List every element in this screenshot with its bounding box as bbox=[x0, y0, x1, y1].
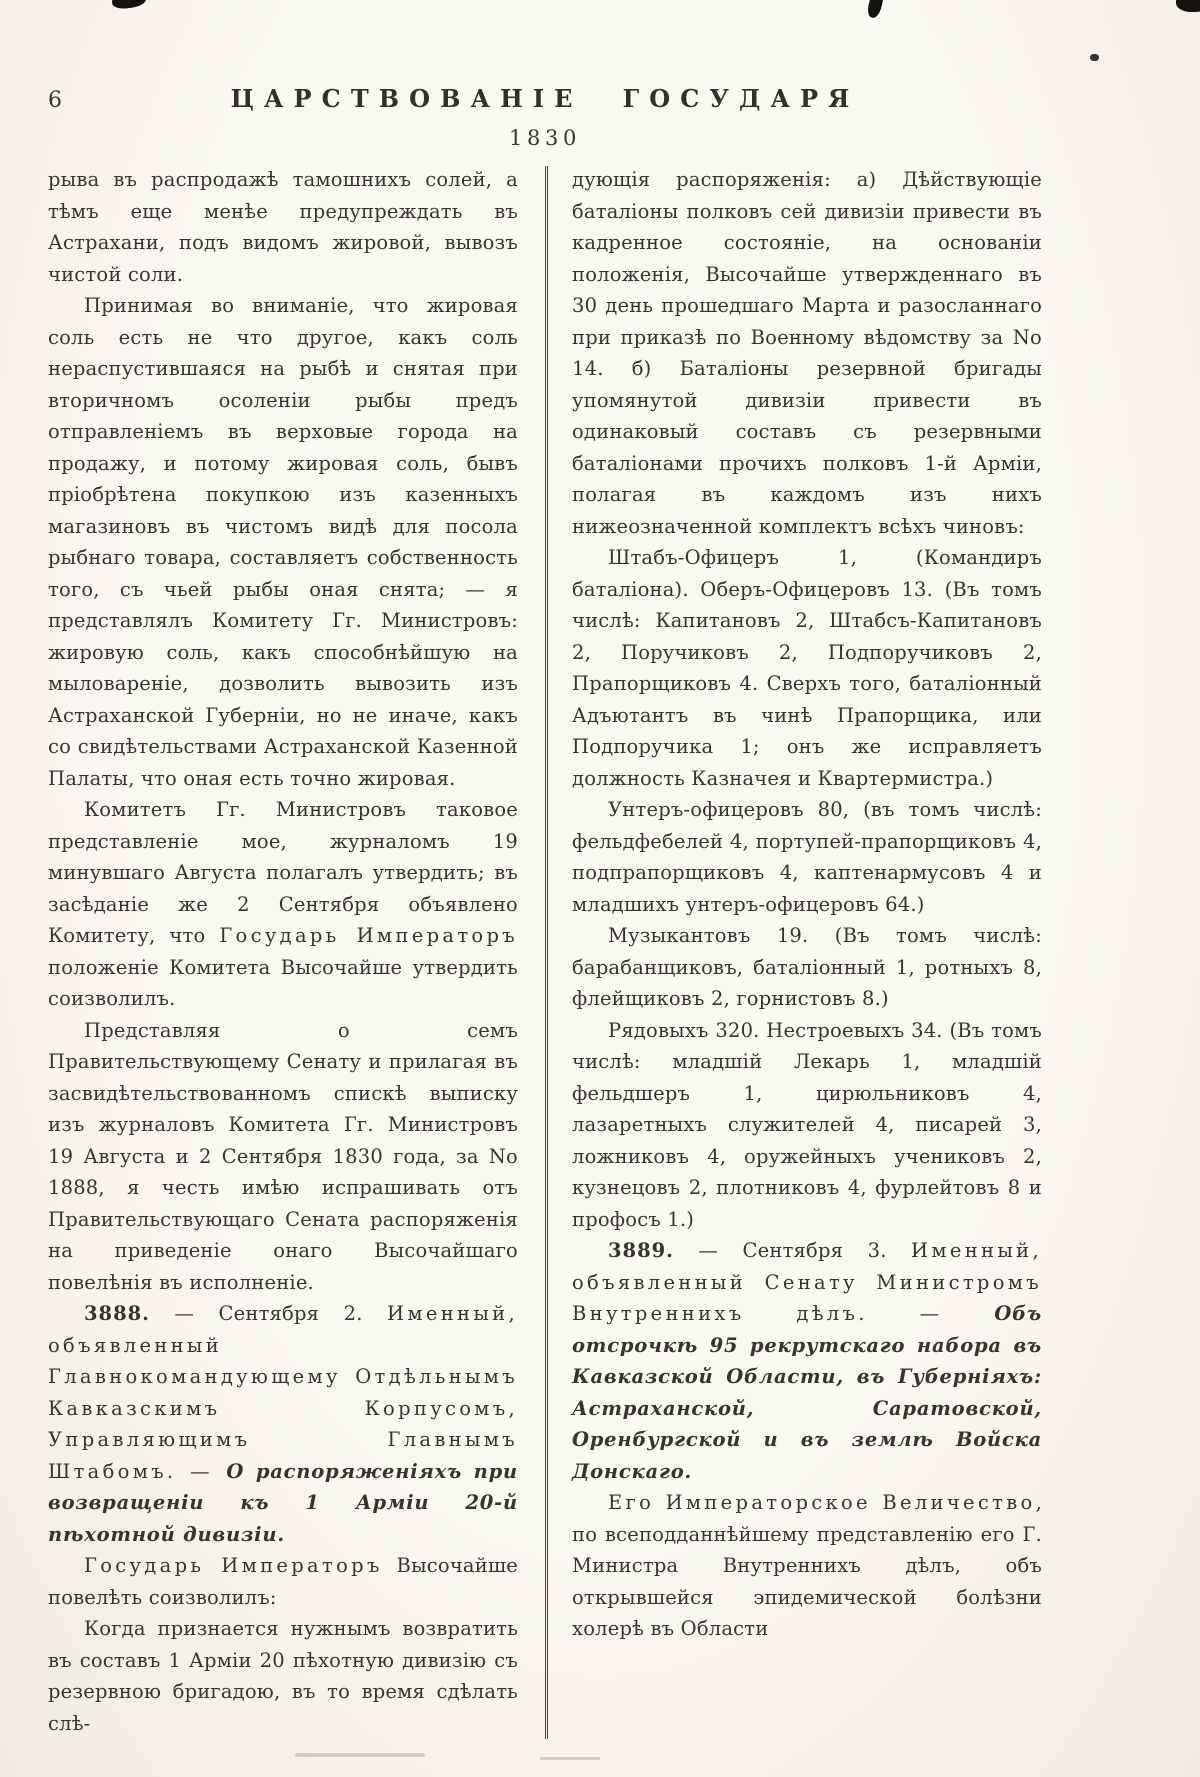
column-divider-rule bbox=[545, 166, 548, 1739]
scan-artifact bbox=[1176, 0, 1200, 12]
paragraph bbox=[572, 542, 1042, 794]
text-body bbox=[48, 164, 1042, 1739]
paragraph-text: Унтеръ-офицеровъ 80, (въ томъ числѣ: фельдфебелей 4, портупей-прапорщиковъ 4, подпрапорщиковъ 4, каптенармусовъ 4 и младшихъ унтеръ-офицеровъ 64.) bbox=[572, 798, 1042, 916]
left-column bbox=[48, 164, 518, 1739]
paragraph-text: Принимая во вниманіе, что жировая соль есть не что другое, какъ соль нераспустившаяся на рыбѣ и снятая при вторичномъ осоленіи рыбы предъ отправленіемъ въ верховые города на продажу, и потому жировая соль, бывъ пріобрѣтена покупкою изъ казенныхъ магазиновъ въ чистомъ видѣ для посола рыбнаго товара, составляетъ собственность того, съ чьей рыбы оная снята; — я представлялъ Комитету Гг. Министровъ: жировую соль, какъ способнѣйшую на мыловареніе, дозволить вывозить изъ Астраханской Губерніи, но не иначе, какъ со свидѣтельствами Астраханской Казенной Палаты, что оная есть точно жировая. bbox=[48, 294, 518, 790]
running-year: 1830 bbox=[509, 126, 581, 150]
decree-entry-3889 bbox=[572, 1235, 1042, 1487]
decree-entry-3888 bbox=[48, 1298, 518, 1550]
paragraph-text: рыва въ распродажѣ тамошнихъ солей, а тѣмъ еще менѣе предупреждать въ Астрахани, подъ видомъ жировой, вывозъ чистой соли. bbox=[48, 168, 518, 286]
paragraph bbox=[48, 1550, 518, 1613]
scan-artifact bbox=[1090, 54, 1099, 61]
paragraph bbox=[48, 290, 518, 794]
paragraph bbox=[48, 164, 518, 290]
scan-artifact bbox=[866, 0, 885, 19]
right-column bbox=[572, 164, 1042, 1739]
paragraph-text: Штабъ-Офицеръ 1, (Командиръ баталіона). Оберъ-Офицеровъ 13. (Въ томъ числѣ: Капитановъ 2, Штабсъ-Капитановъ 2, Поручиковъ 2, Подпоручиковъ 2, Прапорщиковъ 4. Сверхъ того, баталіонный Адъютантъ въ чинѣ Прапорщика, или Подпоручика 1; онъ же исправляетъ должность Казначея и Квартермистра.) bbox=[572, 546, 1042, 790]
entry-number: 3888. bbox=[84, 1302, 150, 1325]
paragraph bbox=[572, 1487, 1042, 1645]
scan-smudge bbox=[540, 1757, 600, 1760]
paragraph-text: Высочайше повелѣть соизволилъ: bbox=[48, 1554, 519, 1609]
paragraph bbox=[572, 164, 1042, 542]
paragraph bbox=[48, 1613, 518, 1739]
sovereign-title-spaced: Государь Императоръ bbox=[84, 1554, 383, 1577]
paragraph-text: дующія распоряженія: а) Дѣйствующіе баталіоны полковъ сей дивизіи привести въ кадренное состояніе, на основаніи положенія, Высочайше утвержденнаго въ 30 день прошедшаго Марта и разосланнаго при приказѣ по Военному вѣдомству за No 14. б) Баталіоны резервной бригады упомянутой дивизіи привести въ одинаковый составъ съ резервными баталіонами прочихъ полковъ 1-й Арміи, полагая въ каждомъ изъ нихъ нижеозначенной комплектъ всѣхъ чиновъ: bbox=[572, 168, 1042, 538]
paragraph bbox=[572, 1015, 1042, 1236]
paragraph-text: Рядовыхъ 320. Нестроевыхъ 34. (Въ томъ числѣ: младшій Лекарь 1, младшій фельдшеръ 1, цирюльниковъ 4, лазаретныхъ служителей 4, писарей 3, ложниковъ 4, оружейныхъ учениковъ 2, кузнецовъ 2, плотниковъ 4, фурлейтовъ 8 и профосъ 1.) bbox=[572, 1018, 1042, 1231]
entry-date: — Сентября 2. bbox=[149, 1302, 388, 1325]
entry-type-spaced: Именный, объявленный Сенату Министромъ Внутреннихъ дѣлъ. — bbox=[572, 1239, 1042, 1325]
running-title: ЦАРСТВОВАНІЕ ГОСУДАРЯ bbox=[230, 84, 860, 113]
sovereign-title-spaced: Государь Императоръ bbox=[219, 924, 518, 947]
page-number: 6 bbox=[48, 88, 62, 113]
paragraph-text: , по всеподданнѣйшему представленію его Г. Министра Внутреннихъ дѣлъ, объ открывшейся эпидемической болѣзни холерѣ въ Области bbox=[572, 1491, 1042, 1640]
paragraph-text: Когда признается нужнымъ возвратить въ составъ 1 Арміи 20 пѣхотную дивизію съ резервною бригадою, въ то время сдѣлать слѣ- bbox=[48, 1617, 518, 1735]
paragraph-text: Представляя о семъ Правительствующему Сенату и прилагая въ засвидѣтельствованномъ спискѣ выписку изъ журналовъ Комитета Гг. Министровъ 19 Августа и 2 Сентября 1830 года, за No 1888, я честь имѣю испрашивать отъ Правительствующаго Сената распоряженія на приведеніе онаго Высочайшаго повелѣнія въ исполненіе. bbox=[48, 1018, 518, 1294]
paragraph bbox=[572, 920, 1042, 1015]
paragraph-text: Музыкантовъ 19. (Въ томъ числѣ: барабанщиковъ, баталіонный 1, ротныхъ 8, флейщиковъ 2, горнистовъ 8.) bbox=[572, 924, 1042, 1010]
sovereign-title-spaced: Его Императорское Величество bbox=[608, 1491, 1036, 1514]
scan-smudge bbox=[295, 1753, 425, 1757]
entry-date: — Сентября 3. bbox=[673, 1239, 912, 1262]
paragraph-text: положеніе Комитета Высочайше утвердить соизволилъ. bbox=[48, 955, 518, 1010]
paragraph bbox=[48, 794, 518, 1015]
entry-subject-italic: Объ отсрочкѣ 95 рекрутскаго набора въ Кавказской Области, въ Губерніяхъ: Астраханской, Саратовской, Оренбургской и въ землѣ Войска Донскаго. bbox=[572, 1302, 1042, 1483]
entry-number: 3889. bbox=[608, 1239, 674, 1262]
scan-artifact bbox=[111, 0, 147, 10]
entry-type-spaced: Именный, объявленный Главнокомандующему Отдѣльнымъ Кавказскимъ Корпусомъ, Управляющимъ Главнымъ Штабомъ. — bbox=[48, 1302, 518, 1483]
paragraph bbox=[48, 1015, 518, 1299]
paragraph bbox=[572, 794, 1042, 920]
paragraph-text: Комитетъ Гг. Министровъ таковое представленіе мое, журналомъ 19 минувшаго Августа полагалъ утвердить; въ засѣданіе же 2 Сентября объявлено Комитету, что bbox=[48, 798, 518, 947]
entry-subject-italic: О распоряженіяхъ при возвращеніи къ 1 Арміи 20-й пѣхотной дивизіи. bbox=[48, 1459, 519, 1546]
